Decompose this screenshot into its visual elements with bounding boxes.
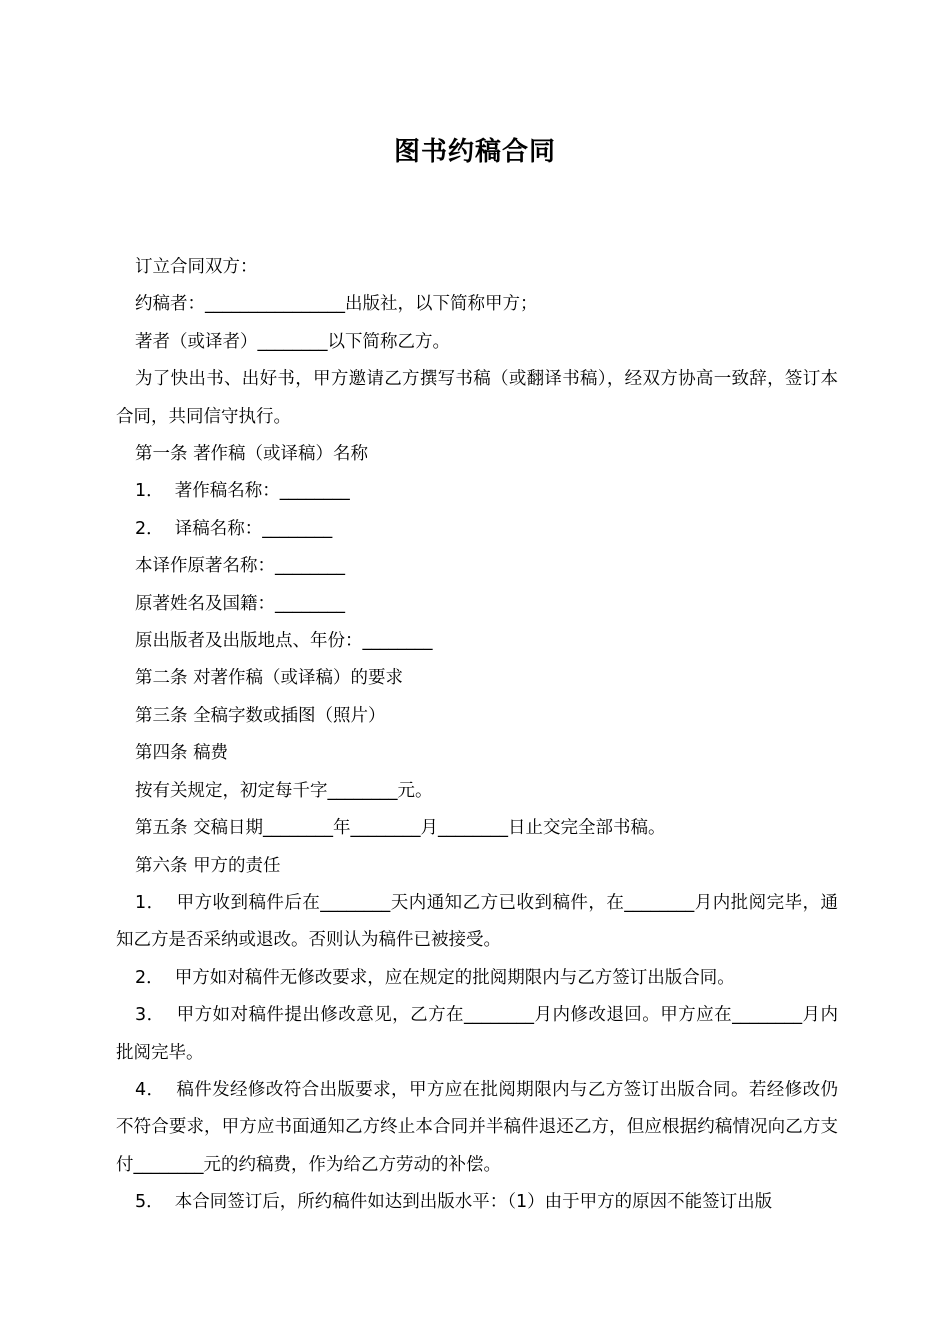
paragraph-party-a: 约稿者：________________出版社，以下简称甲方； xyxy=(135,294,538,315)
paragraph-parties-heading: 订立合同双方： xyxy=(135,257,258,277)
article-6-item-5: 5． 本合同签订后，所约稿件如达到出版水平：（1）由于甲方的原因不能签订出版 xyxy=(135,1192,773,1213)
document-title: 图书约稿合同 xyxy=(393,137,556,167)
article-1-heading: 第一条 著作稿（或译稿）名称 xyxy=(135,444,369,465)
article-4-heading: 第四条 稿费 xyxy=(135,743,229,764)
article-6-item-2: 2． 甲方如对稿件无修改要求，应在规定的批阅期限内与乙方签订出版合同。 xyxy=(135,967,735,988)
article-5-deadline: 第五条 交稿日期________年________月________日止交完全部书稿。 xyxy=(135,818,666,839)
article-6-item-3: 3． 甲方如对稿件提出修改意见，乙方在________月内修改退回。甲方应在________月内批阅完毕。 xyxy=(116,1005,838,1063)
paragraph-party-b: 著者（或译者）________以下简称乙方。 xyxy=(135,331,450,352)
article-4-rate: 按有关规定，初定每千字________元。 xyxy=(135,780,433,801)
article-1-original-author: 原著姓名及国籍：________ xyxy=(135,593,345,614)
article-1-original-title: 本译作原著名称：________ xyxy=(135,556,345,577)
article-2-heading: 第二条 对著作稿（或译稿）的要求 xyxy=(135,668,404,689)
article-6-item-4: 4． 稿件发经修改符合出版要求，甲方应在批阅期限内与乙方签订出版合同。若经修改仍不符合要求，甲方应书面通知乙方终止本合同并半稿件退还乙方，但应根据约稿情况向乙方支付________元的约稿费，作为给乙方劳动的补偿。 xyxy=(116,1079,838,1175)
article-3-heading: 第三条 全稿字数或插图（照片） xyxy=(135,705,386,726)
article-1-item-1: 1． 著作稿名称：________ xyxy=(135,481,350,502)
paragraph-preamble: 为了快出书、出好书，甲方邀请乙方撰写书稿（或翻译书稿），经双方协高一致辞，签订本合同，共同信守执行。 xyxy=(116,369,838,427)
document-body xyxy=(116,249,838,1222)
article-1-original-publisher: 原出版者及出版地点、年份：________ xyxy=(135,631,433,652)
article-1-item-2: 2． 译稿名称：________ xyxy=(135,518,333,539)
article-6-heading: 第六条 甲方的责任 xyxy=(135,855,281,876)
article-6-item-1: 1． 甲方收到稿件后在________天内通知乙方已收到稿件，在________月内批阅完毕，通知乙方是否采纳或退改。否则认为稿件已被接受。 xyxy=(116,892,838,951)
